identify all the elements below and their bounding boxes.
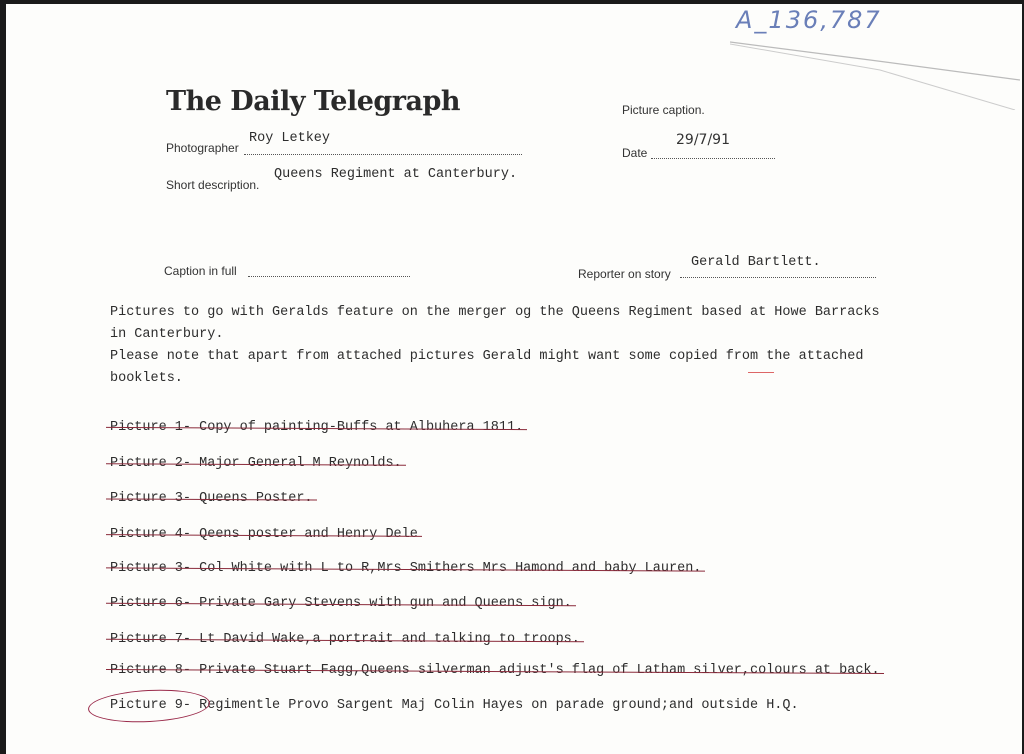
picture-item-text: Picture 3- Queens Poster. (110, 491, 313, 506)
picture-item-6 (110, 596, 572, 611)
picture-item-text: Picture 3- Col White with L to R,Mrs Smithers Mrs Hamond and baby Lauren. (110, 561, 702, 576)
picture-item-2 (110, 456, 402, 471)
date-dotted-line (651, 158, 775, 159)
body-text (110, 302, 950, 390)
date-value: 29/7/91 (676, 132, 730, 148)
picture-item-3 (110, 491, 313, 506)
reporter-label: Reporter on story (578, 267, 671, 281)
picture-item-7 (110, 632, 580, 647)
body-line: booklets. (110, 371, 183, 386)
body-line: in Canterbury. (110, 327, 224, 342)
picture-item-text: Picture 9- Regimentle Provo Sargent Maj Colin Hayes on parade ground;and outside H.Q. (110, 698, 799, 713)
short-description-label: Short description. (166, 178, 260, 192)
photographer-label: Photographer (166, 141, 239, 155)
picture-item-4 (110, 527, 418, 542)
picture-item-8 (110, 663, 880, 678)
picture-item-text: Picture 1- Copy of painting-Buffs at Albuhera 1811. (110, 420, 524, 435)
picture-item-5 (110, 561, 701, 576)
red-pen-mark (748, 372, 774, 373)
photographer-value: Roy Letkey (249, 131, 331, 146)
caption-dotted-line (248, 276, 410, 277)
picture-item-1 (110, 420, 523, 435)
folded-corner (730, 30, 1024, 110)
body-line: Please note that apart from attached pictures Gerald might want some copied from the attached (110, 349, 864, 364)
reporter-value: Gerald Bartlett. (691, 255, 821, 270)
date-label: Date (622, 146, 648, 160)
picture-item-text: Picture 8- Private Stuart Fagg,Queens silverman adjust's flag of Latham silver,colours at back. (110, 663, 880, 678)
picture-item-9 (110, 698, 799, 713)
masthead-logo: The Daily Telegraph (166, 86, 461, 117)
reporter-dotted-line (680, 277, 876, 278)
caption-in-full-label: Caption in full (164, 264, 237, 278)
picture-caption-label: Picture caption. (622, 103, 705, 117)
photographer-dotted-line (244, 154, 522, 155)
body-line: Pictures to go with Geralds feature on the merger og the Queens Regiment based at Howe Barracks (110, 305, 880, 320)
picture-item-text: Picture 7- Lt David Wake,a portrait and talking to troops. (110, 632, 580, 647)
picture-item-text: Picture 2- Major General M Reynolds. (110, 456, 402, 471)
short-description-value: Queens Regiment at Canterbury. (274, 167, 518, 182)
picture-item-text: Picture 4- Qeens poster and Henry Dele (110, 527, 418, 542)
picture-item-text: Picture 6- Private Gary Stevens with gun and Queens sign. (110, 596, 572, 611)
reference-number: A_136,787 (736, 6, 882, 34)
